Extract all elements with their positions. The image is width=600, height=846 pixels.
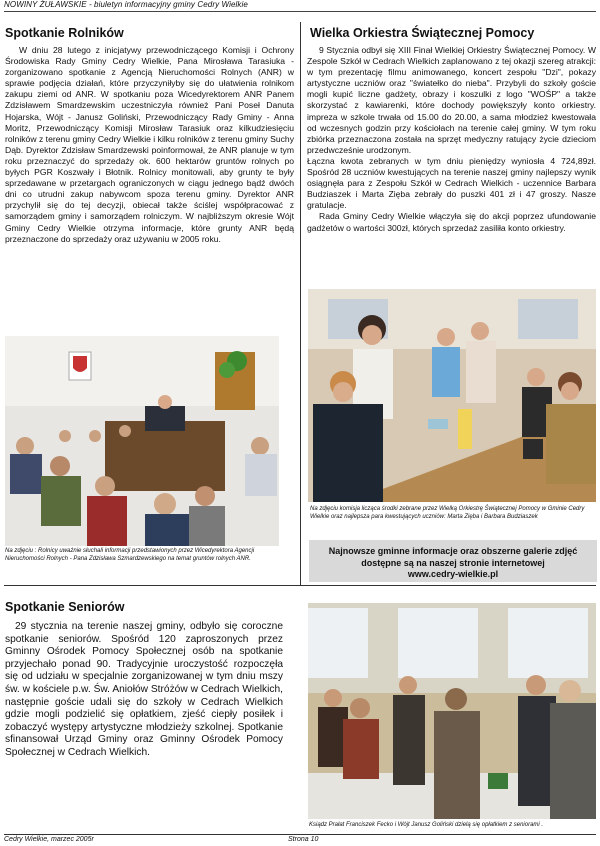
promo-website-link[interactable]: www.cedry-wielkie.pl xyxy=(407,569,499,579)
promo-line-2: dostępne są na naszej stronie internetowej xyxy=(361,557,545,568)
header-divider xyxy=(4,11,596,12)
newsletter-header: NOWINY ŻUŁAWSKIE - biuletyn informacyjny gminy Cedry Wielkie xyxy=(4,0,248,9)
right-article-paragraph-3: Rada Gminy Cedry Wielkie włączyła się do akcji poprzez ufundowanie gadżetów o wartości 300zł, których sprzedaż zasiliła konto orkiestry. xyxy=(307,211,596,233)
promo-line-1: Najnowsze gminne informacje oraz obszerne galerie zdjęć xyxy=(328,546,578,556)
page-number: Strona 10 xyxy=(288,836,319,843)
section-divider xyxy=(4,585,596,586)
wosp-photo-caption: Na zdjęciu komisja licząca środki zebrane przez Wielką Orkiestrę Świątecznej Pomocy w Gminie Cedry Wielkie oraz najlepsza para kwestujących uczniów: Marta Zięba i Barbara Budziaszek xyxy=(310,506,585,520)
bottom-article xyxy=(5,600,283,760)
right-article-paragraph-2: Łączna kwota zebranych w tym dniu pieniędzy wyniosła 4 724,89zł. Spośród 28 uczniów kwestujących na terenie naszej gminy najlepszy wynik osiągnęła para z Zespołu Szkół w Cedrach Wielkich - uczennice Barbara Budziaszek i Marta Zięba zebrały do puszki 401 zł i 47 groszy. Nasze gratulacje. xyxy=(307,155,596,211)
footer-divider xyxy=(4,834,596,835)
seniors-meeting-photo xyxy=(308,603,596,819)
left-article-body: W dniu 28 lutego z inicjatywy przewodniczącego Komisji i Ochrony Środowiska Rady Gminy Cedry Wielkie, Pana Mirosława Tarasiuka - zorganizowano spotkanie z Agencją Nieruchomości Rolnych (ANR) w sprawie podjęcia działań, które przyczyniłyby się do ułatwienia rolnikom zakupu ziemi od ANR. W spotkaniu poza Wicedyrektorem ANR Panem Zdzisławem Smardzewskim uczestniczyła również Pani Poseł Danuta Hojarska, Wójt - Janusz Goliński, Przewodniczący Rady Gminy - Anna Moritz, Przewodniczący Komisji Mirosław Tarasiuk oraz kilkudziesięciu rolników z terenu gminy Cedry Wielkie i kilku rolników z terenu gminy Suchy Dąb. Dyrektor Zdzisław Smardzewski poinformował, że ANR planuje w tym roku przeznaczyć do sprzedaży ok. 600 hektarów gruntów rolnych po byłych PGR Koszwały i Błotnik. Rolnicy monitowali, aby grunty te były sprzedawane w przetargach ograniczonych w ciągu jednego bądź dwóch dni co utrudni zakup nabywcom spoza terenu gminy. Dyrektor ANR przychylił się do tej decyzji, obiecał także ściślej współpracować z samorządem gminy i samorządem rolniczym. W najbliższym okresie Wójt Gminy Cedry Wielkie otrzyma informacje, które grunty ANR będą przeznaczone do sprzedaży oraz używaniu w 2005 roku. xyxy=(5,45,294,244)
bottom-article-title: Spotkanie Seniorów xyxy=(5,600,125,614)
wosp-counting-photo xyxy=(308,289,596,502)
right-article-paragraph-1: 9 Stycznia odbył się XIII Finał Wielkiej Orkiestry Świątecznej Pomocy. W Zespole Szkół w Cedrach Wielkich zaplanowano z tej okazji szereg atrakcji: w tym prezentację filmu animowanego, koncert zespołu "Dzi", pokazy artystyczne uczniów oraz "światełko do nieba". Przybyli do szkoły goście mogli kupić liczne gadżety, obrazy i koszulki z logo "WOŚP" a także skorzystać z kawiarenki, które dochody powiększyły konto orkiestry. impreza w szkole trwała od 15.00 do 20.00, a sama młodzież kwestowała od wczesnych godzin przy kościołach na terenie całej gminy. W tym roku zbiórka przeznaczona została na sprzęt medyczny ratujący życie dzieciom przedwcześnie urodzonym. xyxy=(307,45,596,155)
left-article-title: Spotkanie Rolników xyxy=(5,26,124,40)
farmers-meeting-photo xyxy=(5,336,279,546)
farmers-photo-caption: Na zdjęciu : Rolnicy uważnie słuchali informacji przedstawionych przez Wicedyrektora Agencji Nieruchomości Rolnych - Pana Zdzisława Szmardzewskiego na temat gruntów rolnych ANR. xyxy=(5,548,255,562)
website-promo-box xyxy=(309,540,597,582)
bottom-article-body: 29 stycznia na terenie naszej gminy, odbyło się coroczne spotkanie seniorów. Spośród 120 zaproszonych przez Gminny Ośrodek Pomocy Społecznej osób na spotkanie przyjechało ponad 90. Tradycyjnie uroczystość rozpoczęła się od udziału w specjalnie zorganizowanej w tym dniu mszy św. w kościele p.w. Św. Aniołów Stróżów w Cedrach Wielkich, następnie goście udali się do szkoły w Cedrach Wielkich gdzie mogli podzielić się opłatkiem, zjeść ciepły posiłek i zobaczyć występy artystyczne młodzieży szkolnej. Spotkanie sfinansował Urząd Gminy oraz Gminny Ośrodek Pomocy Społecznej w Cedrach Wielkich. xyxy=(5,621,283,758)
seniors-photo-caption: Ksiądz Prałat Franciszek Fecko i Wójt Janusz Goliński dzielą się opłatkiem z seniorami . xyxy=(309,822,544,828)
right-article-title: Wielka Orkiestra Świątecznej Pomocy xyxy=(310,26,535,40)
left-article xyxy=(5,26,294,245)
right-article xyxy=(307,26,596,234)
column-divider xyxy=(300,22,301,585)
footer-date: Cedry Wielkie, marzec 2005r xyxy=(4,836,94,843)
